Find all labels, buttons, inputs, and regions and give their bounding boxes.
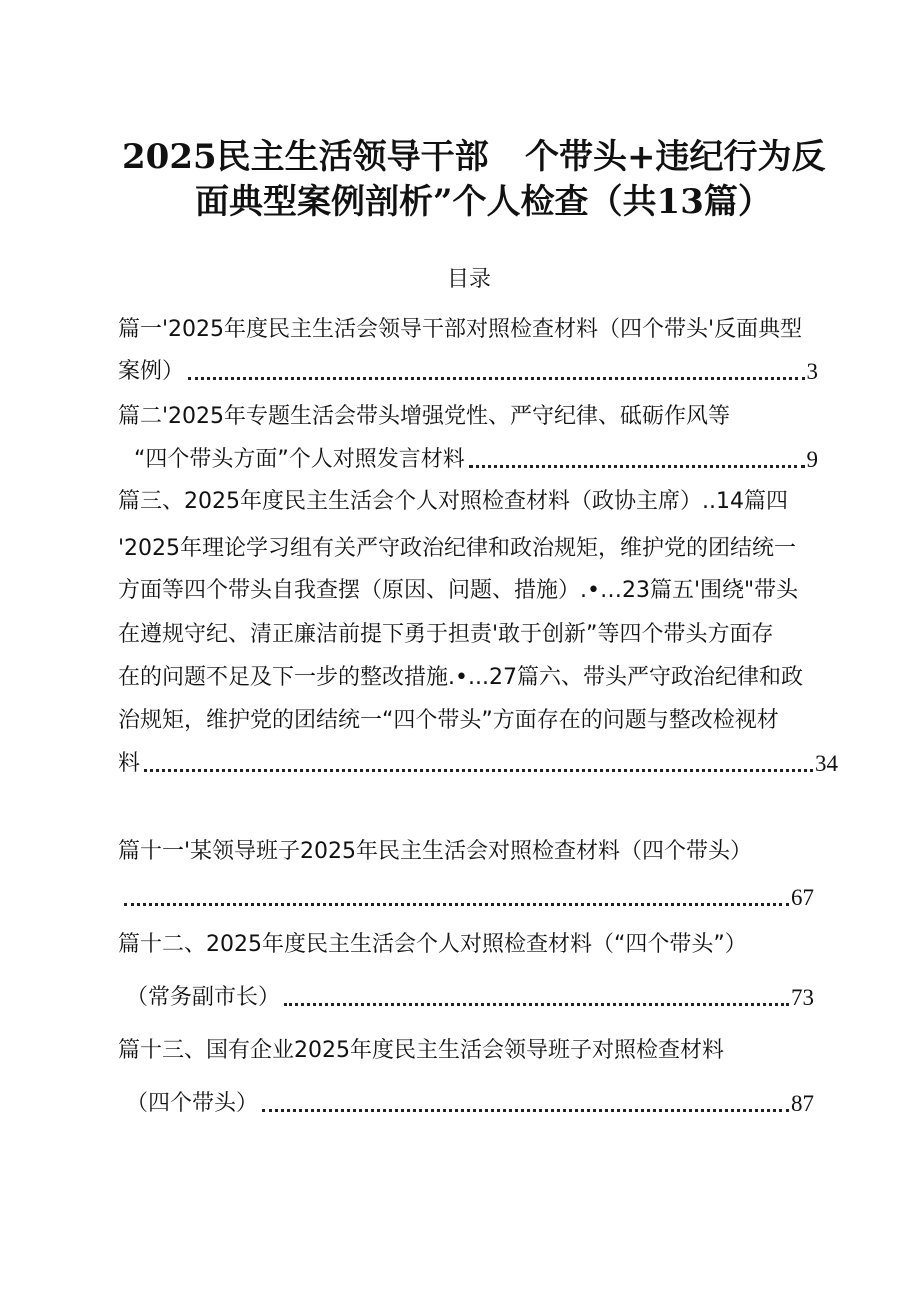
toc-entry12-line1: 篇十二、2025年度民主生活会个人对照检查材料（“四个带头”） bbox=[118, 932, 747, 957]
toc-paragraph-line7: 料 bbox=[118, 751, 141, 776]
toc-entry2-line1: 篇二'2025年专题生活会带头增强党性、严守纪律、砥砺作风等 bbox=[118, 404, 731, 429]
toc-paragraph-line4: 在遵规守纪、清正廉洁前提下勇于担责'敢于创新”等四个带头方面存 bbox=[118, 622, 774, 647]
toc-paragraph-line5: 在的问题不足及下一步的整改措施.•...27篇六、带头严守政治纪律和政 bbox=[118, 665, 803, 690]
toc-paragraph-line2: '2025年理论学习组有关严守政治纪律和政治规矩，维护党的团结统一 bbox=[118, 536, 797, 561]
toc-paragraph-page: 34 bbox=[815, 751, 838, 776]
toc-entry2-leader[interactable] bbox=[134, 446, 818, 474]
title-line2: 面典型案例剖析”个人检查（共13篇） bbox=[195, 182, 772, 222]
toc-paragraph-leader[interactable] bbox=[118, 750, 838, 778]
toc-paragraph-line1: 篇三、2025年度民主生活会个人对照检查材料（政协主席）..14篇四 bbox=[118, 489, 788, 514]
toc-entry11-leader[interactable] bbox=[120, 884, 814, 912]
toc-entry2-line2: “四个带头方面”个人对照发言材料 bbox=[134, 447, 465, 472]
toc-entry1-leader[interactable] bbox=[118, 358, 818, 386]
dot-leader bbox=[284, 1003, 789, 1006]
toc-entry11-line1: 篇十一'某领导班子2025年民主生活会对照检查材料（四个带头） bbox=[118, 839, 753, 864]
dot-leader bbox=[469, 465, 805, 468]
toc-entry1-page: 3 bbox=[806, 359, 818, 384]
dot-leader bbox=[262, 1109, 789, 1112]
toc-entry13-leader[interactable] bbox=[126, 1090, 814, 1118]
toc-paragraph-line3: 方面等四个带头自我查摆（原因、问题、措施）.•…23篇五'围绕"带头 bbox=[118, 578, 799, 603]
toc-entry1-line1: 篇一'2025年度民主生活会领导干部对照检查材料（四个带头'反面典型 bbox=[118, 317, 803, 342]
toc-paragraph-line6: 治规矩，维护党的团结统一“四个带头”方面存在的问题与整改检视材 bbox=[118, 708, 779, 733]
dot-leader bbox=[144, 769, 813, 772]
title-line1-part2: 个带头+违纪行为反 bbox=[525, 137, 826, 177]
toc-entry2-page: 9 bbox=[806, 447, 818, 472]
toc-entry13-line2: （四个带头） bbox=[126, 1091, 259, 1116]
dot-leader bbox=[188, 377, 804, 380]
dot-leader bbox=[124, 903, 789, 906]
toc-entry12-line2: （常务副市长） bbox=[126, 985, 281, 1010]
toc-entry11-page: 67 bbox=[791, 885, 814, 910]
title-line1-part1: 2025民主生活领导干部 bbox=[122, 137, 489, 177]
toc-entry12-leader[interactable] bbox=[126, 984, 814, 1012]
toc-entry1-line2: 案例） bbox=[118, 359, 185, 384]
toc-entry13-line1: 篇十三、国有企业2025年度民主生活会领导班子对照检查材料 bbox=[118, 1038, 724, 1063]
toc-entry13-page: 87 bbox=[791, 1091, 814, 1116]
toc-entry12-page: 73 bbox=[791, 985, 814, 1010]
toc-heading: 目录 bbox=[447, 267, 492, 292]
